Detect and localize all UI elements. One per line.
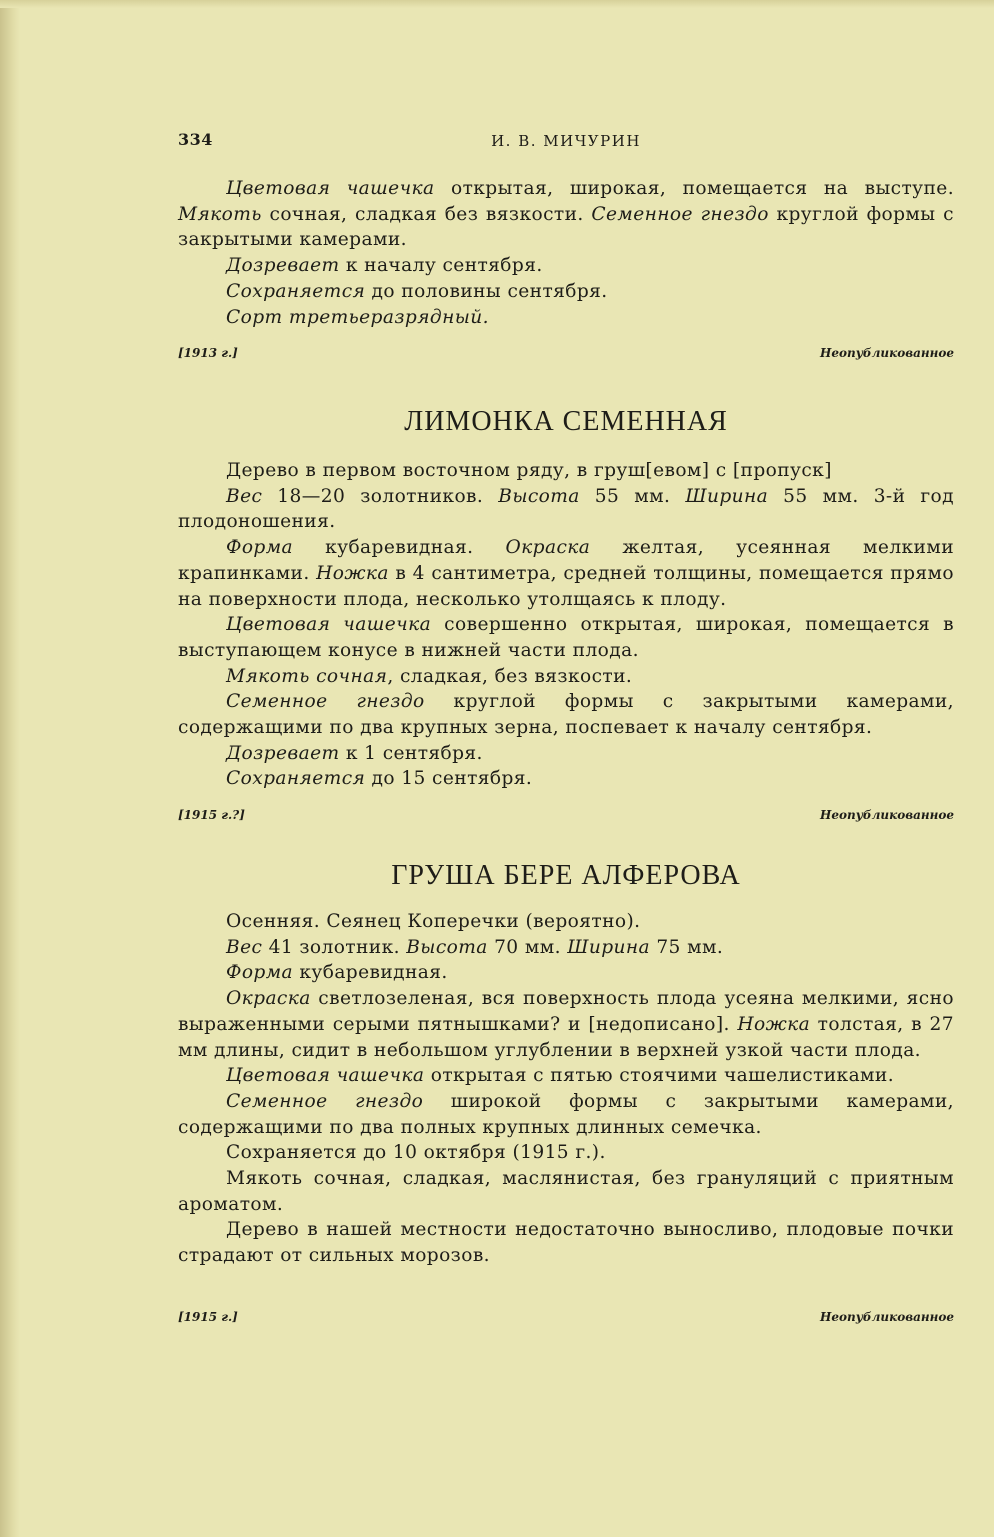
text: 70 мм. [487,936,568,958]
term: Ножка [737,1013,811,1035]
paragraph [178,1140,954,1166]
text: открытая, широкая, помещается на выступе. [434,178,955,199]
paragraph [178,986,954,1063]
text: кубаревидная. [293,537,506,559]
entry-date: [1915 г.?] [178,808,245,822]
section-title: ГРУША БЕРЕ АЛФЕРОВА [391,860,741,891]
text: Сохраняется до 10 октября (1915 г.). [226,1142,606,1164]
text: 55 мм. [579,485,686,507]
text: сочная, сладкая без вязкости. [261,203,592,225]
term: Высота [498,485,580,507]
text: 75 мм. [650,936,724,958]
term: Ширина [567,936,651,958]
entry-footer [178,1310,954,1330]
term: Ножка [316,562,389,584]
text: Осенняя. Сеянец Коперечки (вероятно). [226,911,641,932]
paragraph [178,1089,954,1140]
running-header [178,130,954,156]
term: Окраска [226,988,311,1010]
text: толстая, в 27 мм длины, сидит в небольшом углублении в верхней узкой части плода. [178,1013,954,1061]
paragraph [178,253,954,279]
text: кубаревидная. [293,962,448,984]
section-text [178,909,954,1269]
text: до 15 сентября. [365,768,533,790]
term: Цветовая чашечка [226,178,435,199]
paragraph [178,909,954,935]
publication-status: Неопубликованное [820,808,954,822]
paragraph [178,535,954,612]
term: Сохраняется [226,768,366,790]
text: 18—20 золотников. [262,485,499,507]
publication-status: Неопубликованное [820,1310,954,1324]
text: 41 золотник. [262,936,407,958]
paragraph [178,741,954,767]
continuation-text [178,176,954,330]
text: к 1 сентября. [339,742,483,764]
paragraph [178,279,954,305]
term: Дозревает [226,255,340,277]
term: Форма [226,962,294,984]
term: Сохраняется [226,280,366,302]
text: в 4 сантиметра, средней толщины, помещается прямо на поверхности плода, несколько утолщаясь к плоду. [178,562,954,610]
text: совершенно открытая, широкая, помещается в выступающем конусе в нижней части плода. [178,614,954,661]
term: Семенное гнездо [591,203,769,225]
paragraph [178,612,954,663]
paragraph [178,458,954,484]
paragraph [178,664,954,690]
paragraph [178,1166,954,1217]
entry-footer [178,346,954,366]
entry-date: [1913 г.] [178,346,238,360]
term: Сорт третьеразрядный. [226,306,489,328]
text: круглой формы с закрытыми камерами, содержащими по два крупных зерна, поспевает к началу сентября. [178,691,954,739]
term: Вес [226,936,263,958]
text: до половины сентября. [365,280,608,302]
paragraph [178,484,954,535]
term: Мякоть сочная [226,665,388,687]
text: Дерево в первом восточном ряду, в груш[евом] с [пропуск] [226,460,832,481]
term: Окраска [505,537,591,559]
term: Дозревает [226,742,340,764]
term: Высота [406,936,488,958]
publication-status: Неопубликованное [820,346,954,360]
text: открытая с пятью стоячими чашелистиками. [424,1065,895,1087]
text: Дерево в нашей местности недостаточно выносливо, плодовые почки страдают от сильных морозов. [178,1219,954,1267]
page-number: 334 [178,130,213,149]
term: Вес [226,485,263,507]
term: Форма [226,537,294,559]
paragraph [178,305,954,331]
text: круглой формы с закрытыми камерами. [178,203,954,251]
text: 55 мм. 3-й год плодоношения. [178,485,954,533]
term: Ширина [685,485,769,507]
paragraph [178,960,954,986]
term: Цветовая чашечка [226,614,432,636]
text: широкой формы с закрытыми камерами, содержащими по два полных крупных длинных семечка. [178,1090,954,1138]
text: Мякоть сочная, сладкая, маслянистая, без грануляций с приятным ароматом. [178,1168,954,1215]
paragraph [178,176,954,253]
paragraph [178,689,954,740]
section-text [178,458,954,792]
text: светлозеленая, вся поверхность плода усеяна мелкими, ясно выраженными серыми пятнышками? и [недописано]. [178,988,954,1035]
text: к началу сентября. [339,255,543,277]
page-edge [0,0,20,1537]
text: желтая, усеянная мелкими крапинками. [178,537,954,584]
term: Мякоть [178,203,262,225]
paragraph [178,935,954,961]
text: , сладкая, без вязкости. [387,665,633,687]
paragraph [178,1217,954,1268]
term: Цветовая чашечка [226,1065,425,1087]
page-edge-top [0,0,994,8]
entry-footer [178,808,954,828]
section-title: ЛИМОНКА СЕМЕННАЯ [404,406,728,437]
paragraph [178,766,954,792]
running-title: И. В. МИЧУРИН [491,132,641,150]
term: Семенное гнездо [226,1090,424,1112]
term: Семенное гнездо [226,691,425,713]
paragraph [178,1063,954,1089]
entry-date: [1915 г.] [178,1310,238,1324]
